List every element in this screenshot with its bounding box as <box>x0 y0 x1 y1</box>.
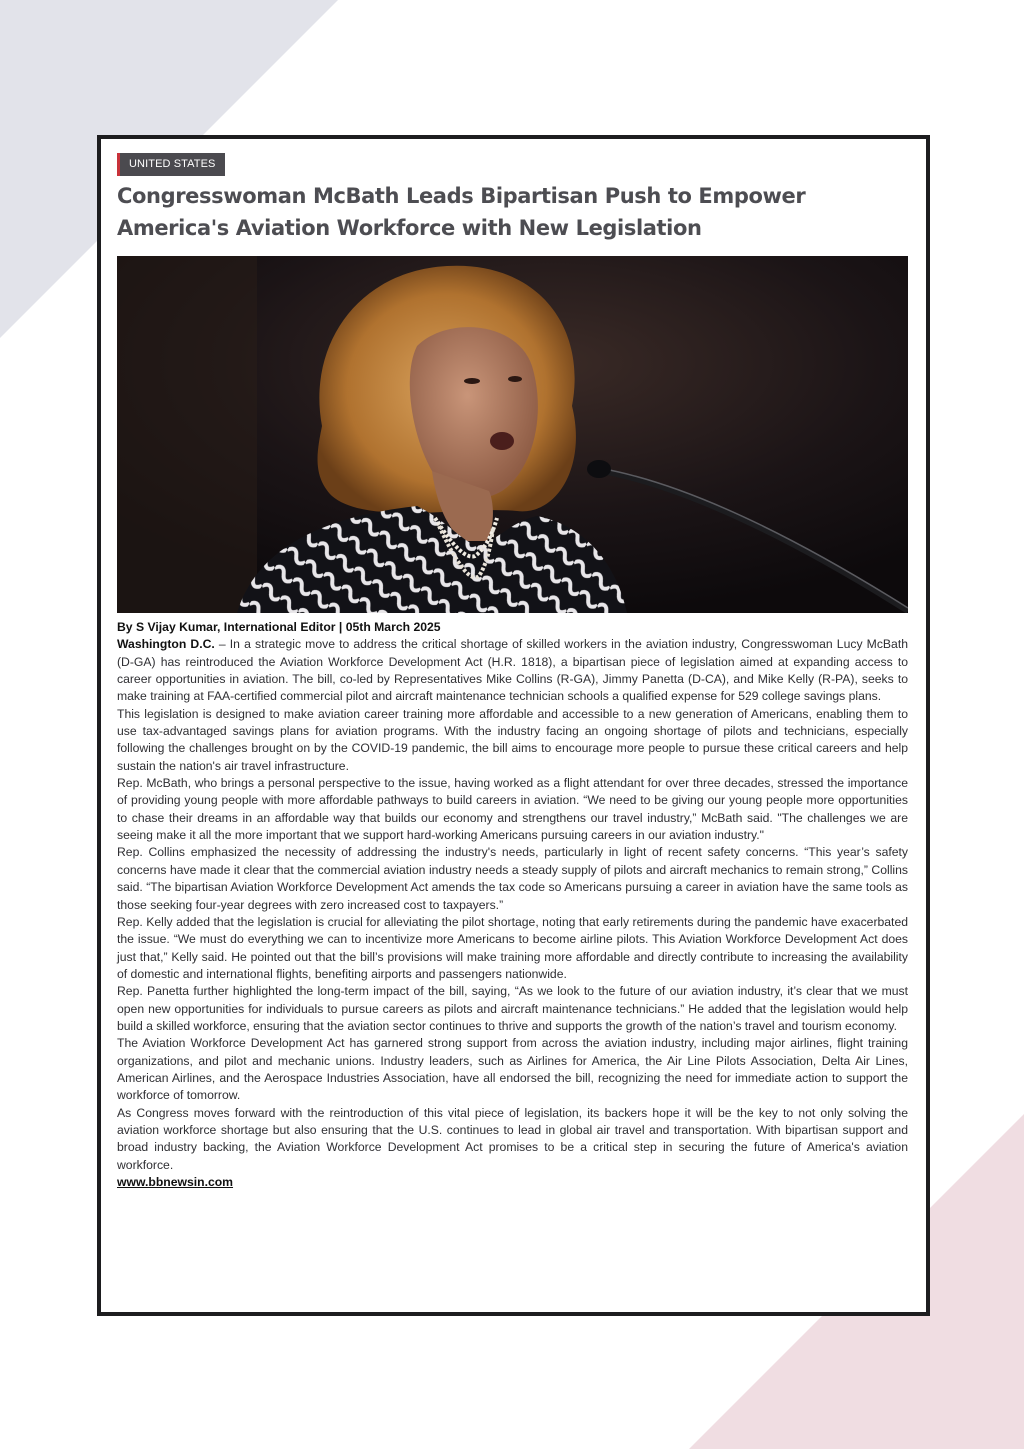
paragraph: The Aviation Workforce Development Act has garnered strong support from across the aviation industry, including major airlines, flight training organizations, and pilot and mechanic unions. Industry leaders, such as Airlines for America, the Air Line Pilots Association, Delta Air Lines, American Airlines, and the Aerospace Industries Association, have all endorsed the bill, recognizing the need for immediate action to support the workforce of tomorrow. <box>117 1036 908 1103</box>
category-tag[interactable]: UNITED STATES <box>117 153 225 176</box>
lead-text: – In a strategic move to address the critical shortage of skilled workers in the aviation industry, Congresswoman Lucy McBath (D-GA) has reintroduced the Aviation Workforce Development Act (H.R. 1818), a bipartisan piece of legislation aimed at expanding access to career opportunities in aviation. The bill, co-led by Representatives Mike Collins (R-GA), Jimmy Panetta (D-CA), and Mike Kelly (R-PA), seeks to make training at FAA-certified commercial pilot and aircraft maintenance technician schools a qualified expense for 529 college savings plans. <box>117 637 908 704</box>
article-content <box>117 153 908 1189</box>
website-link[interactable]: www.bbnewsin.com <box>117 1175 234 1189</box>
lead-paragraph <box>117 636 908 705</box>
article-photo <box>117 256 908 613</box>
paragraph: Rep. Kelly added that the legislation is crucial for alleviating the pilot shortage, noting that early retirements during the pandemic have exacerbated the issue. “We must do everything we can to incentivize more Americans to become airline pilots. This Aviation Workforce Development Act does just that,” Kelly said. He pointed out that the bill’s provisions will make training more affordable and directly contribute to increasing the availability of domestic and international flights, benefiting airports and passengers nationwide. <box>117 914 908 981</box>
byline: By S Vijay Kumar, International Editor | 05th March 2025 <box>117 620 441 634</box>
article-headline: Congresswoman McBath Leads Bipartisan Push to Empower America's Aviation Workforce with New Legislation <box>117 184 806 240</box>
dateline: Washington D.C. <box>117 637 215 652</box>
article-card <box>97 135 930 1316</box>
paragraph: This legislation is designed to make aviation career training more affordable and accessible to a new generation of Americans, enabling them to use tax-advantaged savings plans for aviation programs. With the industry facing an ongoing shortage of pilots and technicians, especially following the challenges brought on by the COVID-19 pandemic, the bill aims to encourage more people to pursue these critical careers and help sustain the nation's air travel infrastructure. <box>117 706 908 773</box>
paragraph: Rep. Collins emphasized the necessity of addressing the industry's needs, particularly in light of recent safety concerns. “This year’s safety concerns have made it clear that the commercial aviation industry needs a steady supply of pilots and aircraft mechanics to remain strong,” Collins said. “The bipartisan Aviation Workforce Development Act amends the tax code so Americans pursuing a career in aviation have the same tools as those seeking four-year degrees with zero increased cost to taxpayers.” <box>117 845 908 912</box>
speaker-at-microphone-photo <box>117 256 908 613</box>
paragraph: As Congress moves forward with the reintroduction of this vital piece of legislation, its backers hope it will be the key to not only solving the aviation workforce shortage but also ensuring that the U.S. continues to lead in global air travel and transportation. With bipartisan support and broad industry backing, the Aviation Workforce Development Act promises to be a critical step in securing the future of America's aviation workforce. <box>117 1105 908 1172</box>
paragraph: Rep. Panetta further highlighted the long-term impact of the bill, saying, “As we look to the future of our aviation industry, it’s clear that we must open new opportunities for individuals to pursue careers as pilots and aircraft maintenance technicians.” He added that the legislation would help build a skilled workforce, ensuring that the aviation sector continues to thrive and supports the growth of the nation’s travel and tourism economy. <box>117 984 908 1033</box>
article-body <box>117 619 908 1191</box>
paragraph: Rep. McBath, who brings a personal perspective to the issue, having worked as a flight attendant for over three decades, stressed the importance of providing young people with more affordable pathways to build careers in aviation. “We need to be giving our young people more opportunities to chase their dreams in an affordable way that builds our economy and strengthens our travel industry,” McBath said. "The challenges we are seeing make it all the more important that we support hard-working Americans pursuing careers in our aviation industry." <box>117 776 908 843</box>
